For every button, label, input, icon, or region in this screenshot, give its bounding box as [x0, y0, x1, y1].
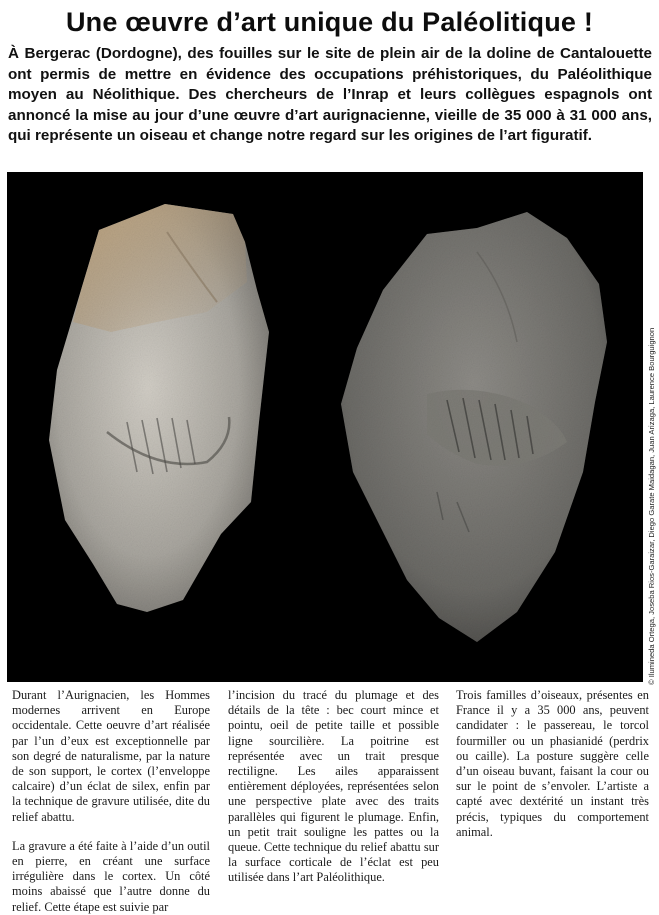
engraved-flint-illustration: [7, 172, 643, 682]
flint-fragment-left: [49, 204, 269, 612]
body-column-2: [228, 688, 439, 886]
body-column-1: [12, 688, 210, 915]
body-paragraph: Durant l’Aurignacien, les Hommes modernes arrivent en Europe occidentale. Cette oeuvre d’art réalisée par l’un d’eux est exceptionnelle par son degré de naturalisme, par la nature de son support, le cortex (l’enveloppe calcaire) d’un éclat de silex, enfin par la technique de gravure utilisée, dite du relief abattu.: [12, 688, 210, 824]
body-paragraph: l’incision du tracé du plumage et des détails de la tête : bec court mince et pointu, oeil de petite taille et possible ligne sourcilière. La poitrine est représentée avec un trait presque rectiligne. Les ailes apparaissent entièrement déployées, représentées selon une perspective plate avec des traits parallèles qui figurent le plumage. Enfin, un petit trait souligne les pattes ou la queue. Cette technique du relief abattu sur la surface corticale de l’éclat est peu utilisée dans l’art Paléolithique.: [228, 688, 439, 885]
article-lead: À Bergerac (Dordogne), des fouilles sur le site de plein air de la doline de Cantalouette ont permis de mettre en évidence des occupations préhistoriques, du Paléolithique moyen au Néolithique. Des chercheurs de l’Inrap et leurs collègues espagnols ont annoncé la mise au jour d’une œuvre d’art aurignacienne, vieille de 35 000 à 31 000 ans, qui représente un oiseau et change notre regard sur les origines de l’art figuratif.: [8, 45, 652, 145]
photo-credit-text: © Ilumineda Ortega, Joseba Rios-Garaizar, Diego Garate Maidagan, Juan Arizaga, Laurence Bourguignon: [647, 327, 656, 685]
artifact-photo: [7, 172, 643, 682]
body-column-3: [456, 688, 649, 840]
article-title: Une œuvre d’art unique du Paléolitique !: [65, 7, 594, 37]
flint-fragment-right: [341, 212, 607, 642]
body-paragraph: Trois familles d’oiseaux, présentes en France il y a 35 000 ans, peuvent candidater : le passereau, le torcol fourmiller ou un phasianidé (perdrix ou caille). La posture suggère celle d’un oiseau buvant, faisant la cour ou sur le point de s’envoler. L’artiste a capté avec dextérité un instant très précis, typiques du comportement animal.: [456, 688, 649, 839]
body-paragraph: La gravure a été faite à l’aide d’un outil en pierre, en créant une surface irrégulière dans le cortex. Un côté moins abaissé que l’autre donne du relief. Cette étape est suivie par: [12, 838, 210, 914]
